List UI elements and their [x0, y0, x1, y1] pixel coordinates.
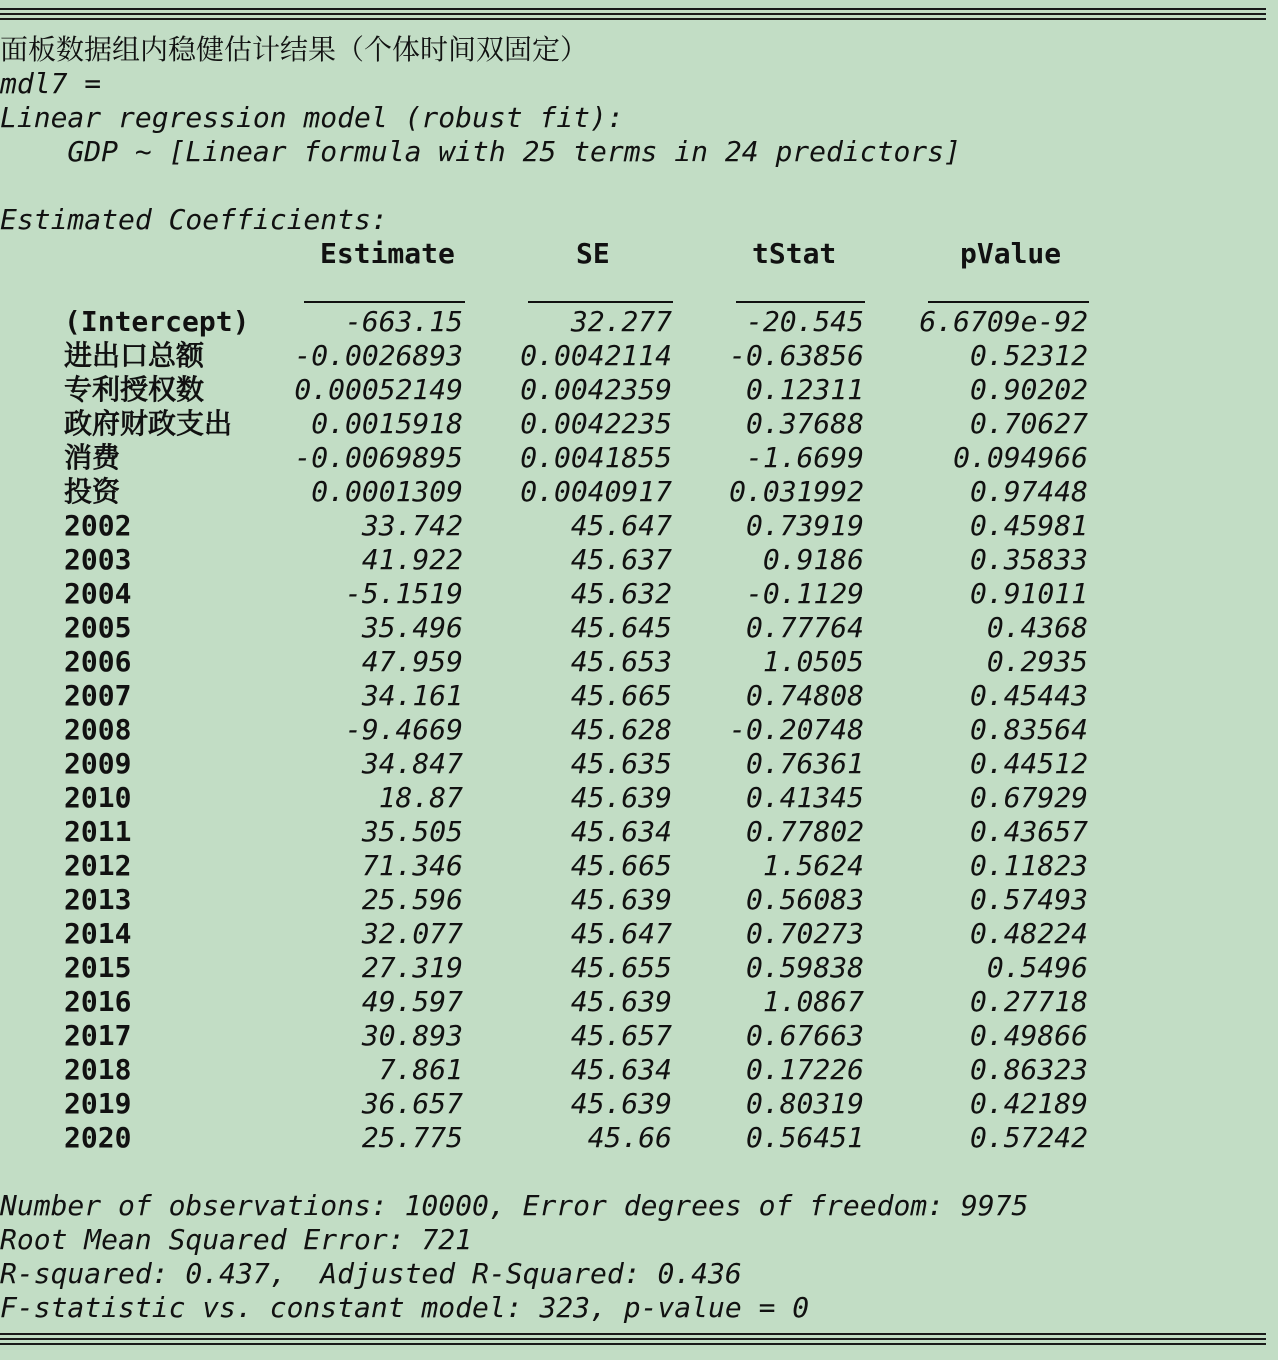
- formula-line: GDP ~ [Linear formula with 25 terms in 24 predictors]: [0, 135, 961, 168]
- coef-estimate: 0.0001309: [311, 475, 463, 508]
- coef-name: 2015: [64, 951, 132, 984]
- coef-pvalue: 0.094966: [953, 441, 1088, 474]
- coef-se: 45.639: [570, 781, 672, 814]
- coef-se: 0.0042114: [520, 339, 672, 372]
- coef-estimate: -5.1519: [344, 577, 463, 610]
- coef-name: 2006: [64, 645, 132, 678]
- coef-se: 0.0042359: [520, 373, 672, 406]
- coef-name: 政府财政支出: [64, 407, 233, 440]
- coef-estimate: 36.657: [361, 1087, 463, 1120]
- table-row: [0, 373, 1278, 407]
- table-row: [0, 407, 1278, 441]
- coef-se: 45.653: [570, 645, 672, 678]
- coef-estimate: 32.077: [361, 917, 463, 950]
- coef-se: 45.634: [570, 815, 672, 848]
- coef-se: 0.0042235: [520, 407, 672, 440]
- coef-estimate: -663.15: [344, 305, 463, 338]
- coef-estimate: 34.161: [361, 679, 463, 712]
- coef-estimate: 71.346: [361, 849, 463, 882]
- coef-estimate: 30.893: [361, 1019, 463, 1052]
- coef-estimate: 41.922: [361, 543, 463, 576]
- coef-estimate: 49.597: [361, 985, 463, 1018]
- table-row: [0, 509, 1278, 543]
- coef-estimate: -0.0069895: [294, 441, 463, 474]
- coef-estimate: 33.742: [361, 509, 463, 542]
- coef-tstat: 1.0505: [762, 645, 864, 678]
- column-header-pvalue: pValue: [960, 237, 1062, 270]
- coef-se: 45.645: [570, 611, 672, 644]
- coef-se: 45.639: [570, 1087, 672, 1120]
- coef-tstat: -20.545: [745, 305, 864, 338]
- coef-estimate: -9.4669: [344, 713, 463, 746]
- coef-tstat: -0.63856: [729, 339, 864, 372]
- coef-tstat: 1.5624: [762, 849, 864, 882]
- coef-tstat: 0.12311: [745, 373, 864, 406]
- top-separator: [0, 8, 1266, 22]
- column-header-estimate: Estimate: [320, 237, 455, 270]
- column-header-se: SE: [576, 237, 610, 270]
- coef-tstat: -0.20748: [729, 713, 864, 746]
- coef-name: 进出口总额: [64, 339, 205, 372]
- coef-estimate: 47.959: [361, 645, 463, 678]
- coef-tstat: 0.56451: [745, 1121, 864, 1154]
- coef-tstat: 0.67663: [745, 1019, 864, 1052]
- coef-pvalue: 0.5496: [986, 951, 1088, 984]
- coef-name: 2012: [64, 849, 132, 882]
- coef-tstat: 0.9186: [762, 543, 864, 576]
- coef-pvalue: 0.67929: [969, 781, 1088, 814]
- coef-pvalue: 0.86323: [969, 1053, 1088, 1086]
- coef-se: 45.655: [570, 951, 672, 984]
- coef-tstat: 0.77764: [745, 611, 864, 644]
- coef-se: 45.657: [570, 1019, 672, 1052]
- stats-observations: Number of observations: 10000, Error degrees of freedom: 9975: [0, 1189, 1029, 1222]
- coef-tstat: 0.56083: [745, 883, 864, 916]
- coef-name: 专利授权数: [64, 373, 205, 406]
- coef-estimate: -0.0026893: [294, 339, 463, 372]
- coef-se: 45.665: [570, 679, 672, 712]
- coef-pvalue: 0.45981: [969, 509, 1088, 542]
- column-underline-tstat: [736, 301, 865, 303]
- table-row: [0, 611, 1278, 645]
- coef-pvalue: 0.42189: [969, 1087, 1088, 1120]
- coef-name: 2019: [64, 1087, 132, 1120]
- coef-se: 45.628: [570, 713, 672, 746]
- model-type-line: Linear regression model (robust fit):: [0, 101, 624, 134]
- table-row: [0, 951, 1278, 985]
- stats-f-statistic: F-statistic vs. constant model: 323, p-value = 0: [0, 1291, 810, 1324]
- coef-tstat: 0.80319: [745, 1087, 864, 1120]
- stats-rmse: Root Mean Squared Error: 721: [0, 1223, 473, 1256]
- coef-tstat: 0.74808: [745, 679, 864, 712]
- coef-name: 2008: [64, 713, 132, 746]
- coef-name: 2020: [64, 1121, 132, 1154]
- coef-se: 0.0041855: [520, 441, 672, 474]
- table-row: [0, 441, 1278, 475]
- coef-name: 2002: [64, 509, 132, 542]
- table-row: [0, 917, 1278, 951]
- coef-se: 45.635: [570, 747, 672, 780]
- coef-se: 45.66: [587, 1121, 672, 1154]
- table-row: [0, 1087, 1278, 1121]
- coef-name: 2016: [64, 985, 132, 1018]
- coef-tstat: -1.6699: [745, 441, 864, 474]
- table-row: [0, 713, 1278, 747]
- coef-pvalue: 0.70627: [969, 407, 1088, 440]
- coef-pvalue: 0.90202: [969, 373, 1088, 406]
- coef-se: 0.0040917: [520, 475, 672, 508]
- coef-se: 45.639: [570, 883, 672, 916]
- coef-name: 2009: [64, 747, 132, 780]
- coef-name: 2018: [64, 1053, 132, 1086]
- table-row: [0, 815, 1278, 849]
- table-row: [0, 985, 1278, 1019]
- column-underline-pvalue: [928, 301, 1089, 303]
- table-row: [0, 543, 1278, 577]
- coef-se: 45.634: [570, 1053, 672, 1086]
- coef-name: 投资: [64, 475, 121, 508]
- table-row: [0, 747, 1278, 781]
- table-row: [0, 339, 1278, 373]
- coef-estimate: 35.505: [361, 815, 463, 848]
- coef-pvalue: 0.44512: [969, 747, 1088, 780]
- table-row: [0, 679, 1278, 713]
- coef-name: 2013: [64, 883, 132, 916]
- coef-pvalue: 0.11823: [969, 849, 1088, 882]
- coef-estimate: 0.00052149: [294, 373, 463, 406]
- coef-estimate: 7.861: [378, 1053, 463, 1086]
- coef-se: 45.632: [570, 577, 672, 610]
- bottom-separator: [0, 1333, 1266, 1347]
- coef-tstat: 0.17226: [745, 1053, 864, 1086]
- coef-pvalue: 0.27718: [969, 985, 1088, 1018]
- coef-tstat: 0.76361: [745, 747, 864, 780]
- coef-pvalue: 0.91011: [969, 577, 1088, 610]
- coef-tstat: 1.0867: [762, 985, 864, 1018]
- coef-pvalue: 0.52312: [969, 339, 1088, 372]
- result-title: 面板数据组内稳健估计结果（个体时间双固定）: [0, 33, 589, 66]
- coef-pvalue: 0.49866: [969, 1019, 1088, 1052]
- coef-se: 45.665: [570, 849, 672, 882]
- coef-se: 32.277: [570, 305, 672, 338]
- coef-pvalue: 0.43657: [969, 815, 1088, 848]
- table-row: [0, 1019, 1278, 1053]
- coef-name: 2017: [64, 1019, 132, 1052]
- coef-se: 45.637: [570, 543, 672, 576]
- coef-tstat: 0.59838: [745, 951, 864, 984]
- table-row: [0, 883, 1278, 917]
- table-row: [0, 577, 1278, 611]
- coef-tstat: 0.73919: [745, 509, 864, 542]
- coef-estimate: 25.775: [361, 1121, 463, 1154]
- model-variable-line: mdl7 =: [0, 67, 102, 100]
- table-row: [0, 781, 1278, 815]
- coef-tstat: -0.1129: [745, 577, 864, 610]
- coef-tstat: 0.37688: [745, 407, 864, 440]
- table-row: [0, 849, 1278, 883]
- table-row: [0, 645, 1278, 679]
- coef-name: 2007: [64, 679, 132, 712]
- table-row: [0, 1121, 1278, 1155]
- column-underline-estimate: [304, 301, 465, 303]
- coef-pvalue: 0.57242: [969, 1121, 1088, 1154]
- coef-estimate: 34.847: [361, 747, 463, 780]
- coef-pvalue: 0.4368: [986, 611, 1088, 644]
- coef-estimate: 35.496: [361, 611, 463, 644]
- coef-name: 2010: [64, 781, 132, 814]
- coefficients-heading: Estimated Coefficients:: [0, 203, 388, 236]
- coef-pvalue: 0.97448: [969, 475, 1088, 508]
- coef-pvalue: 0.83564: [969, 713, 1088, 746]
- coef-se: 45.647: [570, 917, 672, 950]
- column-underline-se: [528, 301, 673, 303]
- coef-pvalue: 0.45443: [969, 679, 1088, 712]
- coef-name: 消费: [64, 441, 121, 474]
- coef-estimate: 25.596: [361, 883, 463, 916]
- stats-r-squared: R-squared: 0.437, Adjusted R-Squared: 0.436: [0, 1257, 742, 1290]
- coef-name: (Intercept): [64, 305, 250, 338]
- coef-se: 45.647: [570, 509, 672, 542]
- coef-name: 2014: [64, 917, 132, 950]
- table-row: [0, 305, 1278, 339]
- coef-name: 2003: [64, 543, 132, 576]
- coef-se: 45.639: [570, 985, 672, 1018]
- coef-pvalue: 0.2935: [986, 645, 1088, 678]
- table-row: [0, 1053, 1278, 1087]
- coef-tstat: 0.41345: [745, 781, 864, 814]
- coef-tstat: 0.70273: [745, 917, 864, 950]
- coef-name: 2005: [64, 611, 132, 644]
- coef-tstat: 0.77802: [745, 815, 864, 848]
- table-row: [0, 475, 1278, 509]
- coef-pvalue: 0.48224: [969, 917, 1088, 950]
- coef-pvalue: 0.35833: [969, 543, 1088, 576]
- coef-estimate: 18.87: [378, 781, 463, 814]
- column-header-tstat: tStat: [752, 237, 837, 270]
- coef-name: 2004: [64, 577, 132, 610]
- coef-pvalue: 0.57493: [969, 883, 1088, 916]
- coef-pvalue: 6.6709e-92: [919, 305, 1088, 338]
- coef-estimate: 0.0015918: [311, 407, 463, 440]
- coef-estimate: 27.319: [361, 951, 463, 984]
- coef-tstat: 0.031992: [729, 475, 864, 508]
- coef-name: 2011: [64, 815, 132, 848]
